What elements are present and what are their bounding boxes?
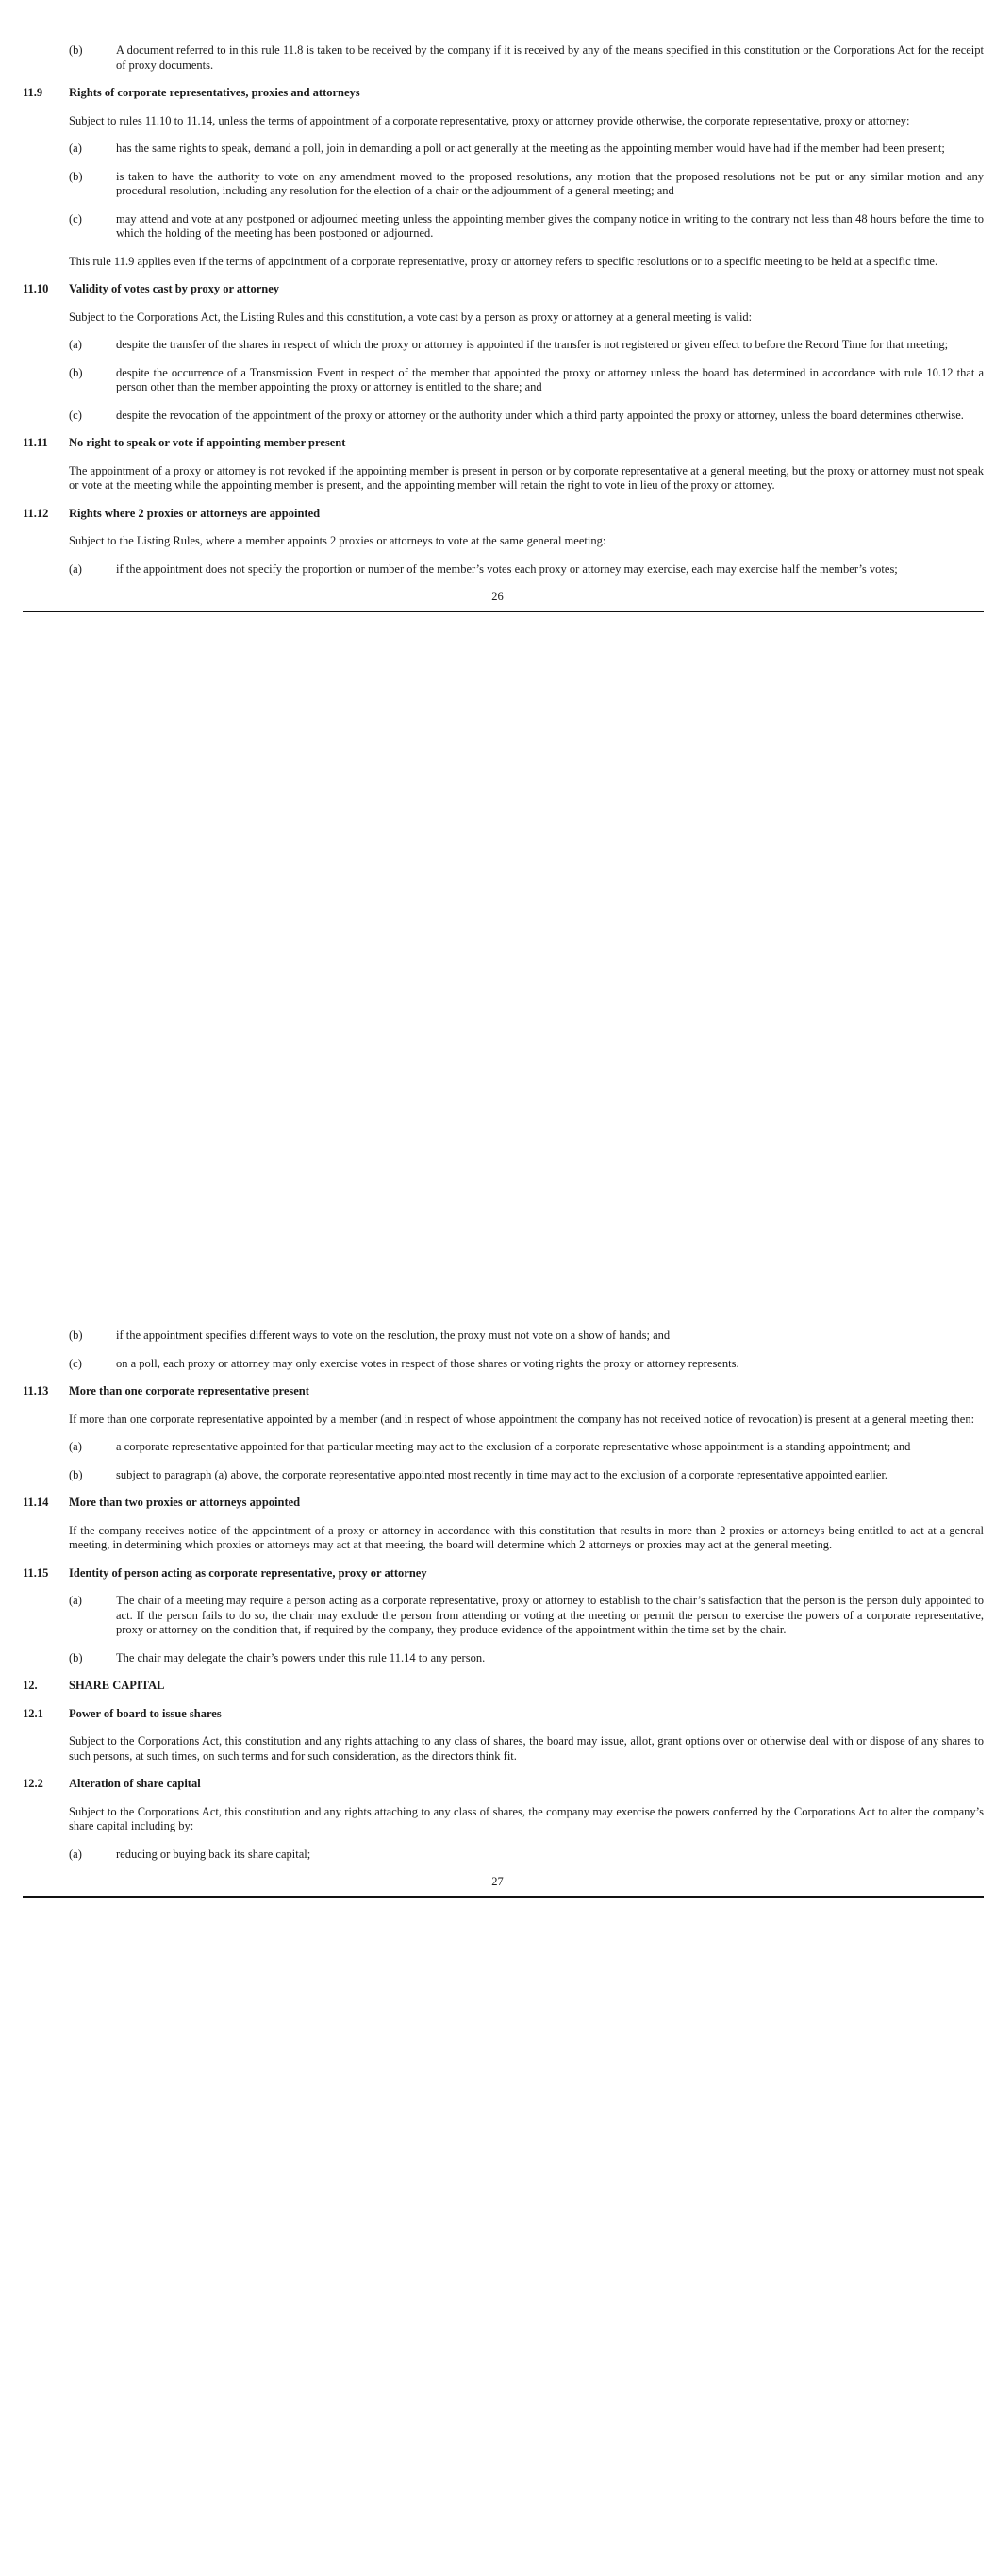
list-item <box>0 409 995 424</box>
list-item-text: subject to paragraph (a) above, the corporate representative appointed most recently in time may act to the exclusion of a corporate representative appointed earlier. <box>116 1467 888 1481</box>
list-item-text: The chair of a meeting may require a person acting as a corporate representative, proxy or attorney to establish to the chair’s satisfaction that the person is the person duly appointed to act. If the person fails to do so, the chair may exclude the person from attending or voting at the meeting or permit the person to exercise the powers of a corporate representative, proxy or attorney on the condition that, if required by the company, they produce evidence of the appointment within the time set by the chair. <box>116 1594 984 1636</box>
section-heading <box>0 1566 995 1581</box>
section-number: 12.1 <box>23 1706 43 1720</box>
list-item-label: (a) <box>69 1847 82 1861</box>
section-number: 11.12 <box>23 506 49 520</box>
list-item <box>0 212 995 242</box>
paragraph: Subject to the Listing Rules, where a member appoints 2 proxies or attorneys to vote at the same general meeting: <box>69 534 606 547</box>
paragraph: Subject to the Corporations Act, this constitution and any rights attaching to any class of shares, the company may exercise the powers conferred by the Corporations Act to alter the company’s share capital including by: <box>69 1804 984 1832</box>
list-item-text: A document referred to in this rule 11.8 is taken to be received by the company if it is received by any of the means specified in this constitution or the Corporations Act for the receipt of proxy documents. <box>116 43 984 72</box>
section-number: 11.9 <box>23 86 43 99</box>
section-title: Rights of corporate representatives, proxies and attorneys <box>69 86 360 99</box>
page-divider <box>23 611 984 612</box>
section-number: 11.11 <box>23 436 48 449</box>
list-item-label: (a) <box>69 1440 82 1453</box>
section-heading <box>0 1384 995 1399</box>
section-title: More than one corporate representative present <box>69 1384 309 1397</box>
section-heading <box>0 1679 995 1694</box>
section-heading <box>0 86 995 101</box>
document-page-27 <box>0 1329 995 1898</box>
list-item-text: The chair may delegate the chair’s powers under this rule 11.14 to any person. <box>116 1650 486 1664</box>
section-title: Rights where 2 proxies or attorneys are appointed <box>69 506 321 520</box>
list-item <box>0 1329 995 1344</box>
document-page-26 <box>0 0 995 612</box>
list-item-label: (a) <box>69 338 82 351</box>
section-number: 11.13 <box>23 1384 49 1397</box>
paragraph: Subject to the Corporations Act, this constitution and any rights attaching to any class of shares, the board may issue, allot, grant options over or otherwise deal with or dispose of any shares to such persons, at such times, on such terms and for such consideration, as the directors think fit. <box>69 1734 984 1763</box>
section-number: 12. <box>23 1679 38 1692</box>
list-item <box>0 170 995 199</box>
list-item-label: (b) <box>69 43 83 57</box>
list-item <box>0 366 995 395</box>
section-title: No right to speak or vote if appointing member present <box>69 436 346 449</box>
list-item-text: if the appointment specifies different ways to vote on the resolution, the proxy must not vote on a show of hands; and <box>116 1329 671 1342</box>
list-item-text: is taken to have the authority to vote on any amendment moved to the proposed resolutions, any motion that the proposed resolutions not be put or any similar motion and any procedural resolution, including any resolution for the election of a chair or the adjournment of a general meeting; and <box>116 169 984 197</box>
list-item-label: (b) <box>69 1650 83 1664</box>
list-item-label: (b) <box>69 1329 83 1342</box>
list-item-text: despite the revocation of the appointment of the proxy or attorney or the authority under which a third party appointed the proxy or attorney, unless the board determines otherwise. <box>116 408 964 422</box>
list-item <box>0 562 995 577</box>
list-item-text: despite the occurrence of a Transmission Event in respect of the member that appointed the proxy or attorney unless the board has determined in accordance with rule 10.12 that a person other than the member appointing the proxy or attorney is entitled to the share; and <box>116 365 984 393</box>
list-item <box>0 142 995 157</box>
paragraph: If more than one corporate representative appointed by a member (and in respect of whose appointment the company has not received notice of revocation) is present at a general meeting then: <box>69 1412 975 1426</box>
section-heading <box>0 1707 995 1722</box>
section-number: 11.15 <box>23 1565 49 1580</box>
section-title: Alteration of share capital <box>69 1777 201 1790</box>
section-title: More than two proxies or attorneys appointed <box>69 1496 301 1509</box>
list-item <box>0 1651 995 1666</box>
list-item-text: on a poll, each proxy or attorney may only exercise votes in respect of those shares or voting rights the proxy or attorney represents. <box>116 1356 739 1370</box>
list-item <box>0 1357 995 1372</box>
section-number: 11.10 <box>23 282 49 295</box>
section-heading <box>0 1496 995 1511</box>
section-number: 11.14 <box>23 1496 49 1509</box>
list-item <box>0 43 995 73</box>
page-body <box>0 1329 995 1862</box>
list-item-text: if the appointment does not specify the proportion or number of the member’s votes each proxy or attorney may exercise, each may exercise half the member’s votes; <box>116 561 898 576</box>
list-item-label: (c) <box>69 211 82 226</box>
list-item <box>0 1440 995 1455</box>
list-item-label: (a) <box>69 1594 82 1607</box>
section-heading <box>0 282 995 297</box>
page-number: 26 <box>491 590 504 603</box>
section-title: Identity of person acting as corporate representative, proxy or attorney <box>69 1565 427 1580</box>
list-item-label: (a) <box>69 561 82 576</box>
list-item <box>0 1594 995 1638</box>
page-number: 27 <box>491 1875 504 1888</box>
paragraph: This rule 11.9 applies even if the terms of appointment of a corporate representative, proxy or attorney refers to specific resolutions or to a specific meeting to be held at a specific time. <box>69 254 938 268</box>
list-item <box>0 338 995 353</box>
list-item-label: (c) <box>69 1356 82 1370</box>
list-item-label: (b) <box>69 1467 83 1481</box>
section-title: Power of board to issue shares <box>69 1706 222 1720</box>
list-item-text: has the same rights to speak, demand a poll, join in demanding a poll or act generally at the meeting as the appointing member would have had if the member had been present; <box>116 142 945 155</box>
page-body <box>0 43 995 577</box>
list-item-text: despite the transfer of the shares in respect of which the proxy or attorney is appointed if the transfer is not registered or given effect to before the Record Time for that meeting; <box>116 338 949 351</box>
section-heading <box>0 507 995 522</box>
paragraph: Subject to the Corporations Act, the Listing Rules and this constitution, a vote cast by a person as proxy or attorney at a general meeting is valid: <box>69 309 753 324</box>
paragraph: Subject to rules 11.10 to 11.14, unless the terms of appointment of a corporate representative, proxy or attorney provide otherwise, the corporate representative, proxy or attorney: <box>69 113 910 127</box>
list-item <box>0 1468 995 1483</box>
list-item-label: (a) <box>69 142 82 155</box>
section-title: SHARE CAPITAL <box>69 1679 165 1692</box>
list-item-text: reducing or buying back its share capital; <box>116 1847 311 1861</box>
section-title: Validity of votes cast by proxy or attorney <box>69 282 280 295</box>
list-item <box>0 1848 995 1863</box>
section-heading <box>0 1777 995 1792</box>
paragraph: If the company receives notice of the appointment of a proxy or attorney in accordance with this constitution that results in more than 2 proxies or attorneys being entitled to act at a general meeting, in determining which proxies or attorneys may act at that meeting, the board will determine which 2 attorneys or proxies may act at the general meeting. <box>69 1523 984 1551</box>
paragraph: The appointment of a proxy or attorney is not revoked if the appointing member is present in person or by corporate representative at a general meeting, but the proxy or attorney must not speak or vote at the meeting while the appointing member is present, and the appointing member will retain the right to vote in lieu of the proxy or attorney. <box>69 463 984 492</box>
list-item-text: may attend and vote at any postponed or adjourned meeting unless the appointing member gives the company notice in writing to the contrary not less than 48 hours before the time to which the holding of the meeting has been postponed or adjourned. <box>116 211 984 240</box>
list-item-label: (b) <box>69 169 83 183</box>
list-item-text: a corporate representative appointed for that particular meeting may act to the exclusion of a corporate representative whose appointment is a standing appointment; and <box>116 1440 911 1453</box>
section-heading <box>0 436 995 451</box>
list-item-label: (b) <box>69 365 83 379</box>
list-item-label: (c) <box>69 408 82 422</box>
page-divider <box>23 1896 984 1898</box>
section-number: 12.2 <box>23 1777 43 1790</box>
